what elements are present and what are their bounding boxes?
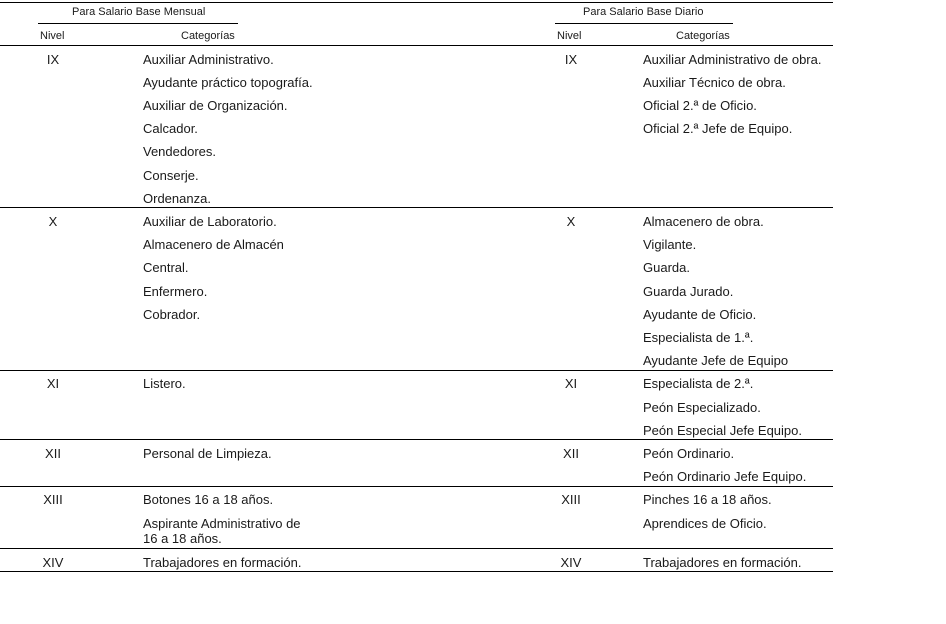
right-group-heading: Para Salario Base Diario bbox=[583, 6, 704, 18]
right-nivel-header: Nivel bbox=[557, 30, 582, 42]
left-category: Auxiliar de Organización. bbox=[143, 98, 288, 113]
left-level: XIII bbox=[43, 492, 63, 507]
left-categorias-header: Categorías bbox=[181, 30, 235, 42]
right-category: Aprendices de Oficio. bbox=[643, 516, 767, 531]
right-level: XIII bbox=[561, 492, 581, 507]
left-category: Calcador. bbox=[143, 121, 198, 136]
left-nivel-header: Nivel bbox=[40, 30, 65, 42]
right-category: Peón Especializado. bbox=[643, 400, 761, 415]
right-category: Guarda Jurado. bbox=[643, 284, 734, 299]
left-category: Trabajadores en formación. bbox=[143, 555, 302, 570]
group-divider bbox=[0, 486, 833, 487]
right-category: Pinches 16 a 18 años. bbox=[643, 492, 772, 507]
right-group-underline bbox=[555, 23, 733, 24]
right-level: X bbox=[566, 214, 576, 229]
left-category: Auxiliar Administrativo. bbox=[143, 52, 274, 67]
left-category: Conserje. bbox=[143, 168, 199, 183]
group-divider bbox=[0, 207, 833, 208]
left-category: Enfermero. bbox=[143, 284, 208, 299]
left-category: Almacenero de Almacén bbox=[143, 237, 284, 252]
left-category: Listero. bbox=[143, 376, 186, 391]
left-group-underline bbox=[38, 23, 238, 24]
right-category: Peón Ordinario Jefe Equipo. bbox=[643, 469, 807, 484]
group-divider bbox=[0, 548, 833, 549]
left-category: Auxiliar de Laboratorio. bbox=[143, 214, 277, 229]
left-category: Personal de Limpieza. bbox=[143, 446, 272, 461]
table-bottom-rule bbox=[0, 571, 833, 572]
right-category: Guarda. bbox=[643, 260, 690, 275]
left-category: Ordenanza. bbox=[143, 191, 211, 206]
right-category: Auxiliar Técnico de obra. bbox=[643, 75, 786, 90]
table-top-rule bbox=[0, 2, 833, 3]
right-category: Trabajadores en formación. bbox=[643, 555, 802, 570]
left-category: Cobrador. bbox=[143, 307, 201, 322]
right-level: XII bbox=[563, 446, 579, 461]
header-bottom-rule bbox=[0, 45, 833, 46]
right-category: Ayudante de Oficio. bbox=[643, 307, 757, 322]
left-level: XIV bbox=[42, 555, 64, 570]
group-divider bbox=[0, 370, 833, 371]
left-level: XII bbox=[45, 446, 61, 461]
right-category: Ayudante Jefe de Equipo bbox=[643, 353, 789, 368]
right-category: Oficial 2.ª de Oficio. bbox=[643, 98, 757, 113]
left-category: Central. bbox=[143, 260, 189, 275]
left-group-heading: Para Salario Base Mensual bbox=[72, 6, 206, 18]
left-level: X bbox=[48, 214, 58, 229]
right-level: IX bbox=[564, 52, 578, 67]
right-category: Vigilante. bbox=[643, 237, 697, 252]
left-category: Botones 16 a 18 años. bbox=[143, 492, 274, 507]
right-category: Auxiliar Administrativo de obra. bbox=[643, 52, 822, 67]
left-category: Ayudante práctico topografía. bbox=[143, 75, 313, 90]
left-category: Vendedores. bbox=[143, 144, 217, 159]
right-level: XI bbox=[564, 376, 578, 391]
right-category: Almacenero de obra. bbox=[643, 214, 764, 229]
group-divider bbox=[0, 439, 833, 440]
left-level: IX bbox=[46, 52, 60, 67]
right-category: Peón Ordinario. bbox=[643, 446, 735, 461]
right-level: XIV bbox=[560, 555, 582, 570]
left-category: Aspirante Administrativo de 16 a 18 años. bbox=[143, 516, 301, 546]
left-level: XI bbox=[46, 376, 60, 391]
right-category: Especialista de 1.ª. bbox=[643, 330, 754, 345]
right-category: Oficial 2.ª Jefe de Equipo. bbox=[643, 121, 793, 136]
right-category: Especialista de 2.ª. bbox=[643, 376, 754, 391]
right-categorias-header: Categorías bbox=[676, 30, 730, 42]
right-category: Peón Especial Jefe Equipo. bbox=[643, 423, 802, 438]
